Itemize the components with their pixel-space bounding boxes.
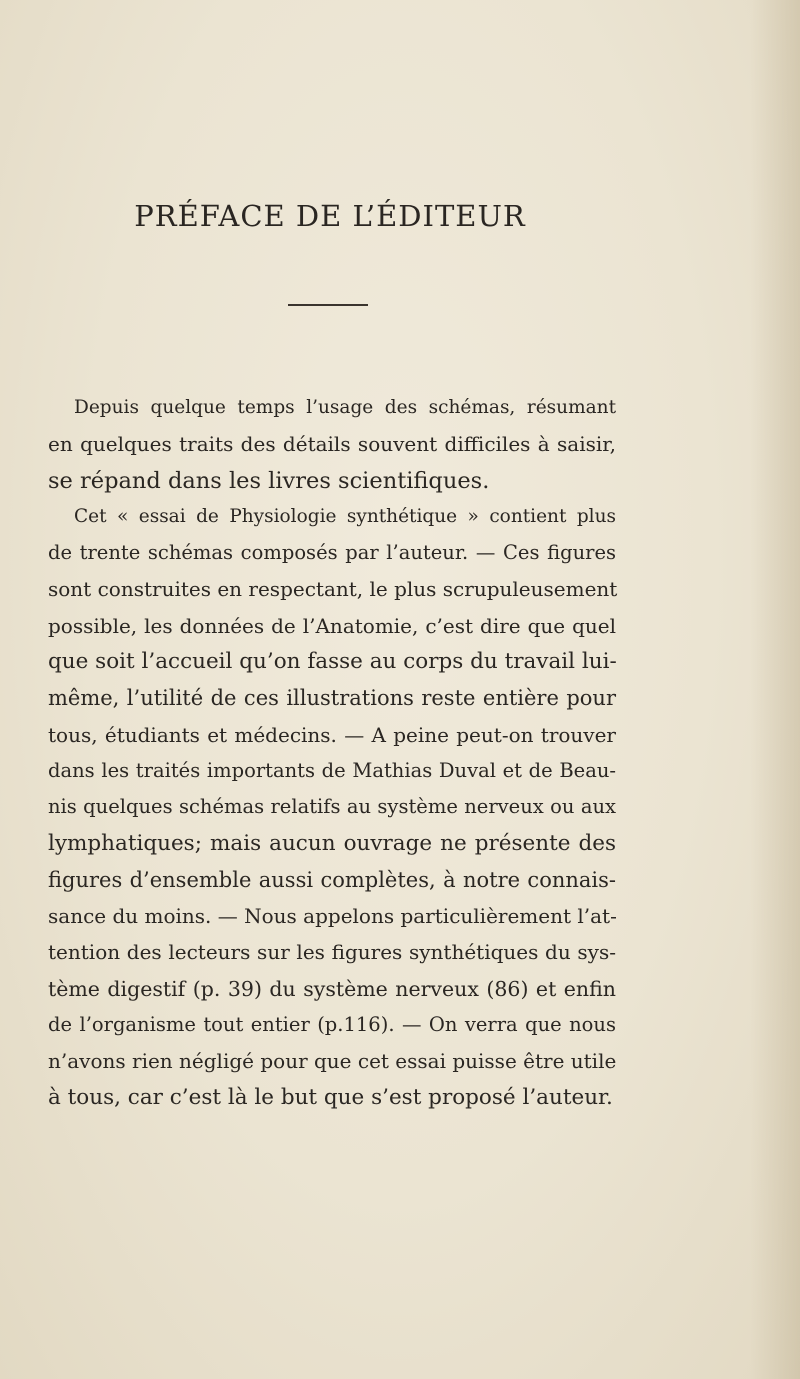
text-line: en quelques traits des détails souvent difficiles à saisir, [48, 432, 616, 457]
text-line: figures d’ensemble aussi complètes, à notre connais- [48, 867, 616, 892]
text-line: Cet « essai de Physiologie synthétique » contient plus [74, 505, 616, 527]
text-line: tème digestif (p. 39) du système nerveux (86) et enfin [48, 976, 616, 1001]
text-line: Depuis quelque temps l’usage des schémas, résumant [74, 397, 616, 418]
page-edge-shadow [750, 0, 800, 1379]
text-line: lymphatiques; mais aucun ouvrage ne présente des [48, 830, 616, 856]
text-line: n’avons rien négligé pour que cet essai puisse être utile [48, 1049, 617, 1074]
paragraph-2 [48, 499, 616, 1116]
text-line: que soit l’accueil qu’on fasse au corps du travail lui- [48, 649, 617, 675]
text-line: nis quelques schémas relatifs au système nerveux ou aux [48, 795, 616, 819]
text-line: de l’organisme tout entier (p.116). — On verra que nous [48, 1013, 616, 1037]
text-line: se répand dans les livres scientifiques. [48, 467, 490, 494]
text-line: à tous, car c’est là le but que s’est proposé l’auteur. [48, 1084, 613, 1110]
page-title: PRÉFACE DE L’ÉDITEUR [134, 199, 526, 233]
preface-text [48, 390, 616, 1116]
text-line: tention des lecteurs sur les figures synthétiques du sys- [48, 940, 616, 965]
text-line: sance du moins. — Nous appelons particulièrement l’at- [48, 904, 617, 929]
text-line: possible, les données de l’Anatomie, c’est dire que quel [48, 613, 616, 638]
text-line: sont construites en respectant, le plus scrupuleusement [48, 577, 618, 602]
paragraph-1 [48, 390, 616, 499]
text-line: tous, étudiants et médecins. — A peine peut-on trouver [48, 722, 616, 747]
title-divider [288, 304, 368, 306]
text-line: même, l’utilité de ces illustrations reste entière pour [48, 686, 616, 711]
text-line: de trente schémas composés par l’auteur. — Ces figures [48, 541, 616, 565]
text-line: dans les traités importants de Mathias Duval et de Beau- [48, 758, 616, 782]
